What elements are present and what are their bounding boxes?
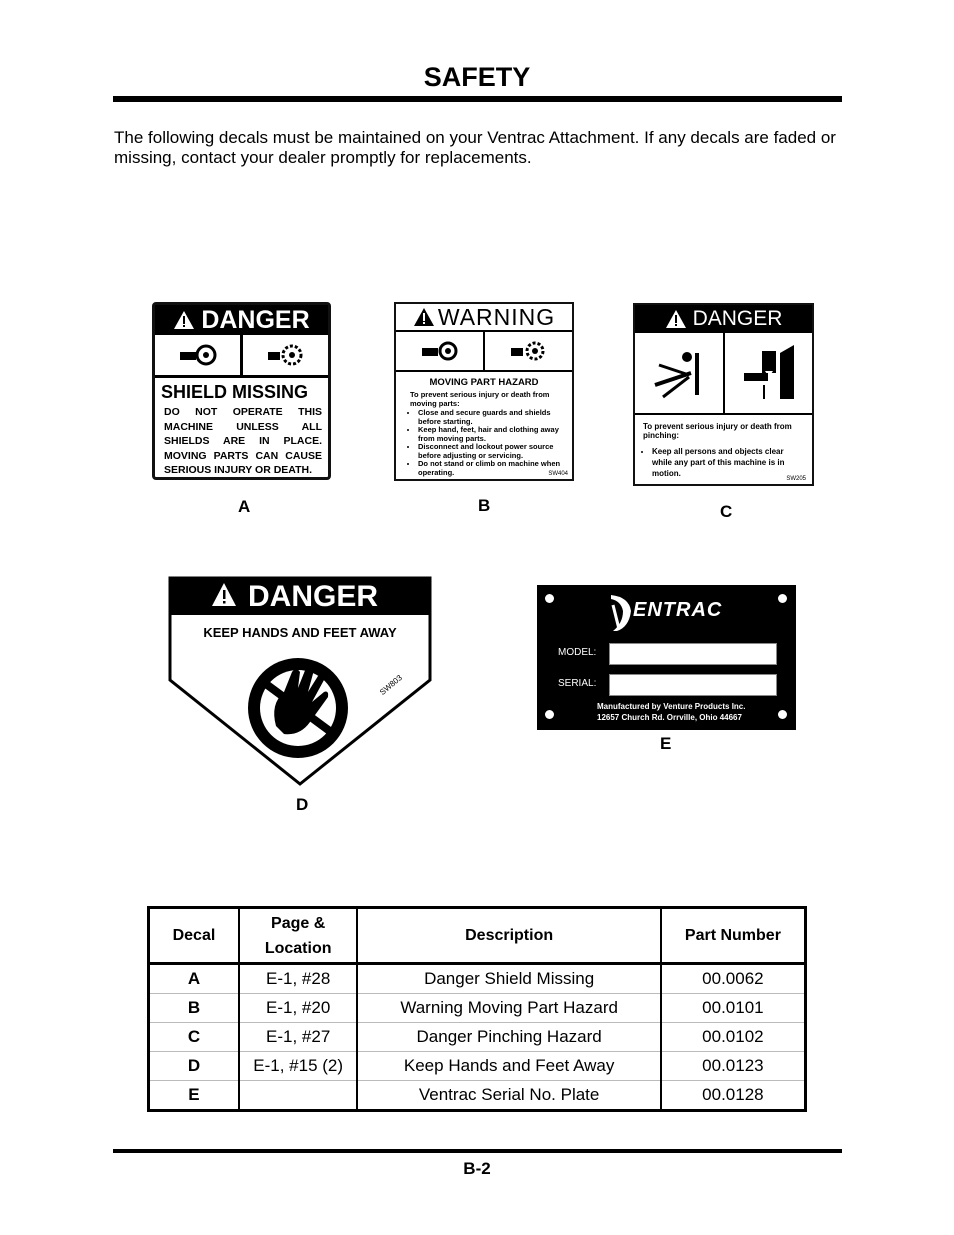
cell-description: Warning Moving Part Hazard xyxy=(357,994,660,1023)
decal-c-bullet: • Keep all persons and objects clear while any part of this machine is in motion. xyxy=(652,446,804,479)
decal-b-bullet: • Keep hand, feet, hair and clothing away from moving parts. xyxy=(418,426,562,443)
cell-decal: B xyxy=(149,994,239,1023)
cell-location: E-1, #27 xyxy=(239,1023,358,1052)
decal-a-header-text: DANGER xyxy=(201,305,310,334)
rivet-hole-icon xyxy=(778,710,787,719)
decal-b-code: SW404 xyxy=(548,471,568,477)
crushing-pictogram-icon xyxy=(635,333,725,413)
cell-location: E-1, #20 xyxy=(239,994,358,1023)
table-row xyxy=(149,964,806,994)
table-row xyxy=(149,994,806,1023)
decal-c-intro: To prevent serious injury or death from pinching: xyxy=(643,422,792,440)
decal-b-header xyxy=(396,304,572,332)
bottom-rule xyxy=(113,1149,842,1153)
cell-part-number: 00.0123 xyxy=(661,1052,806,1081)
decal-b-bullet: • Close and secure guards and shields before starting. xyxy=(418,409,562,426)
cell-location xyxy=(239,1081,358,1111)
page-title: SAFETY xyxy=(423,62,531,92)
decal-b-intro: To prevent serious injury or death from moving parts: xyxy=(410,390,550,408)
decal-e-label: E xyxy=(660,734,672,753)
decal-c-label: C xyxy=(720,502,733,521)
warning-triangle-icon xyxy=(173,310,195,330)
cell-location: E-1, #28 xyxy=(239,964,358,994)
pinch-point-pictogram-icon xyxy=(725,333,813,413)
hand-gear-pictogram-icon xyxy=(155,335,243,375)
rivet-hole-icon xyxy=(545,710,554,719)
decal-b-subtitle: MOVING PART HAZARD xyxy=(429,377,539,388)
cell-location: E-1, #15 (2) xyxy=(239,1052,358,1081)
decal-a-line: SERIOUS INJURY OR DEATH. xyxy=(164,464,312,476)
hand-chain-pictogram-icon xyxy=(485,332,572,370)
decal-table xyxy=(147,906,807,1112)
hand-gear-pictogram-icon xyxy=(396,332,485,370)
decal-c xyxy=(633,303,814,486)
col-header-page-line2: Location xyxy=(264,939,332,957)
cell-decal: C xyxy=(149,1023,239,1052)
table-row xyxy=(149,1081,806,1111)
ventrac-logo-icon xyxy=(609,593,633,633)
decal-a-line: MACHINE UNLESS ALL xyxy=(164,420,322,433)
decal-a-line: SHIELDS ARE IN PLACE. xyxy=(164,435,322,447)
table-header-row xyxy=(149,908,806,964)
cell-description: Keep Hands and Feet Away xyxy=(357,1052,660,1081)
decal-e-serial-field xyxy=(609,674,777,696)
decal-e-serial-plate xyxy=(537,585,796,730)
decal-b-pictograms xyxy=(396,332,572,372)
cell-part-number: 00.0102 xyxy=(661,1023,806,1052)
decal-d-label: D xyxy=(296,795,309,814)
rivet-hole-icon xyxy=(778,594,787,603)
decal-c-header xyxy=(635,305,812,333)
decal-b xyxy=(394,302,574,481)
cell-decal: E xyxy=(149,1081,239,1111)
decal-d-subtitle: KEEP HANDS AND FEET AWAY xyxy=(203,625,397,640)
col-header-decal: Decal xyxy=(149,908,239,964)
decal-b-bullet: • Do not stand or climb on machine when operating. xyxy=(418,460,562,477)
decal-e-model-field xyxy=(609,643,777,665)
decal-b-header-text: WARNING xyxy=(437,303,556,330)
table-row xyxy=(149,1023,806,1052)
decal-c-pictograms xyxy=(635,333,812,415)
warning-triangle-icon xyxy=(413,307,435,327)
decal-d-code: SW803 xyxy=(378,673,404,697)
decal-a xyxy=(152,302,331,480)
cell-description: Ventrac Serial No. Plate xyxy=(357,1081,660,1111)
decal-e-serial-label: SERIAL: xyxy=(558,678,597,689)
decal-d-header-text: DANGER xyxy=(248,580,379,613)
decal-b-label: B xyxy=(478,496,491,515)
cell-description: Danger Shield Missing xyxy=(357,964,660,994)
intro-paragraph: The following decals must be maintained on your Ventrac Attachment. If any decals are faded or missing, contact your dealer promptly for replacements. xyxy=(114,128,836,167)
hand-chain-pictogram-icon xyxy=(243,335,328,375)
decal-e-model-label: MODEL: xyxy=(558,647,597,658)
cell-part-number: 00.0062 xyxy=(661,964,806,994)
cell-part-number: 00.0101 xyxy=(661,994,806,1023)
decal-a-header xyxy=(155,305,328,335)
rivet-hole-icon xyxy=(545,594,554,603)
decal-a-subtitle: SHIELD MISSING xyxy=(161,382,309,402)
decal-b-bullet: • Disconnect and lockout power source before adjusting or servicing. xyxy=(418,443,562,460)
decal-a-line: MOVING PARTS CAN CAUSE xyxy=(164,449,322,462)
page-number: B-2 xyxy=(463,1159,491,1178)
col-header-page-line1: Page & xyxy=(271,914,326,932)
cell-decal: D xyxy=(149,1052,239,1081)
decal-c-header-text: DANGER xyxy=(692,307,783,330)
decal-a-line: DO NOT OPERATE THIS xyxy=(164,406,322,418)
decal-b-bullets xyxy=(396,409,572,477)
col-header-page-location xyxy=(239,908,358,964)
top-rule xyxy=(113,96,842,102)
col-header-part-number: Part Number xyxy=(661,908,806,964)
decal-a-body xyxy=(155,403,328,478)
warning-triangle-icon xyxy=(665,309,687,329)
decal-a-pictograms xyxy=(155,335,328,378)
decal-c-code: SW205 xyxy=(786,476,806,482)
decal-a-label: A xyxy=(238,497,251,516)
decal-e-brand: ENTRAC xyxy=(633,599,723,621)
col-header-description: Description xyxy=(357,908,660,964)
decal-e-mfr-line2: 12657 Church Rd. Orrville, Ohio 44667 xyxy=(597,713,742,722)
cell-part-number: 00.0128 xyxy=(661,1081,806,1111)
decal-e-mfr-line1: Manufactured by Venture Products Inc. xyxy=(597,702,746,711)
cell-description: Danger Pinching Hazard xyxy=(357,1023,660,1052)
decal-c-bullets xyxy=(635,446,812,479)
table-row xyxy=(149,1052,806,1081)
no-hands-icon xyxy=(248,658,348,758)
cell-decal: A xyxy=(149,964,239,994)
